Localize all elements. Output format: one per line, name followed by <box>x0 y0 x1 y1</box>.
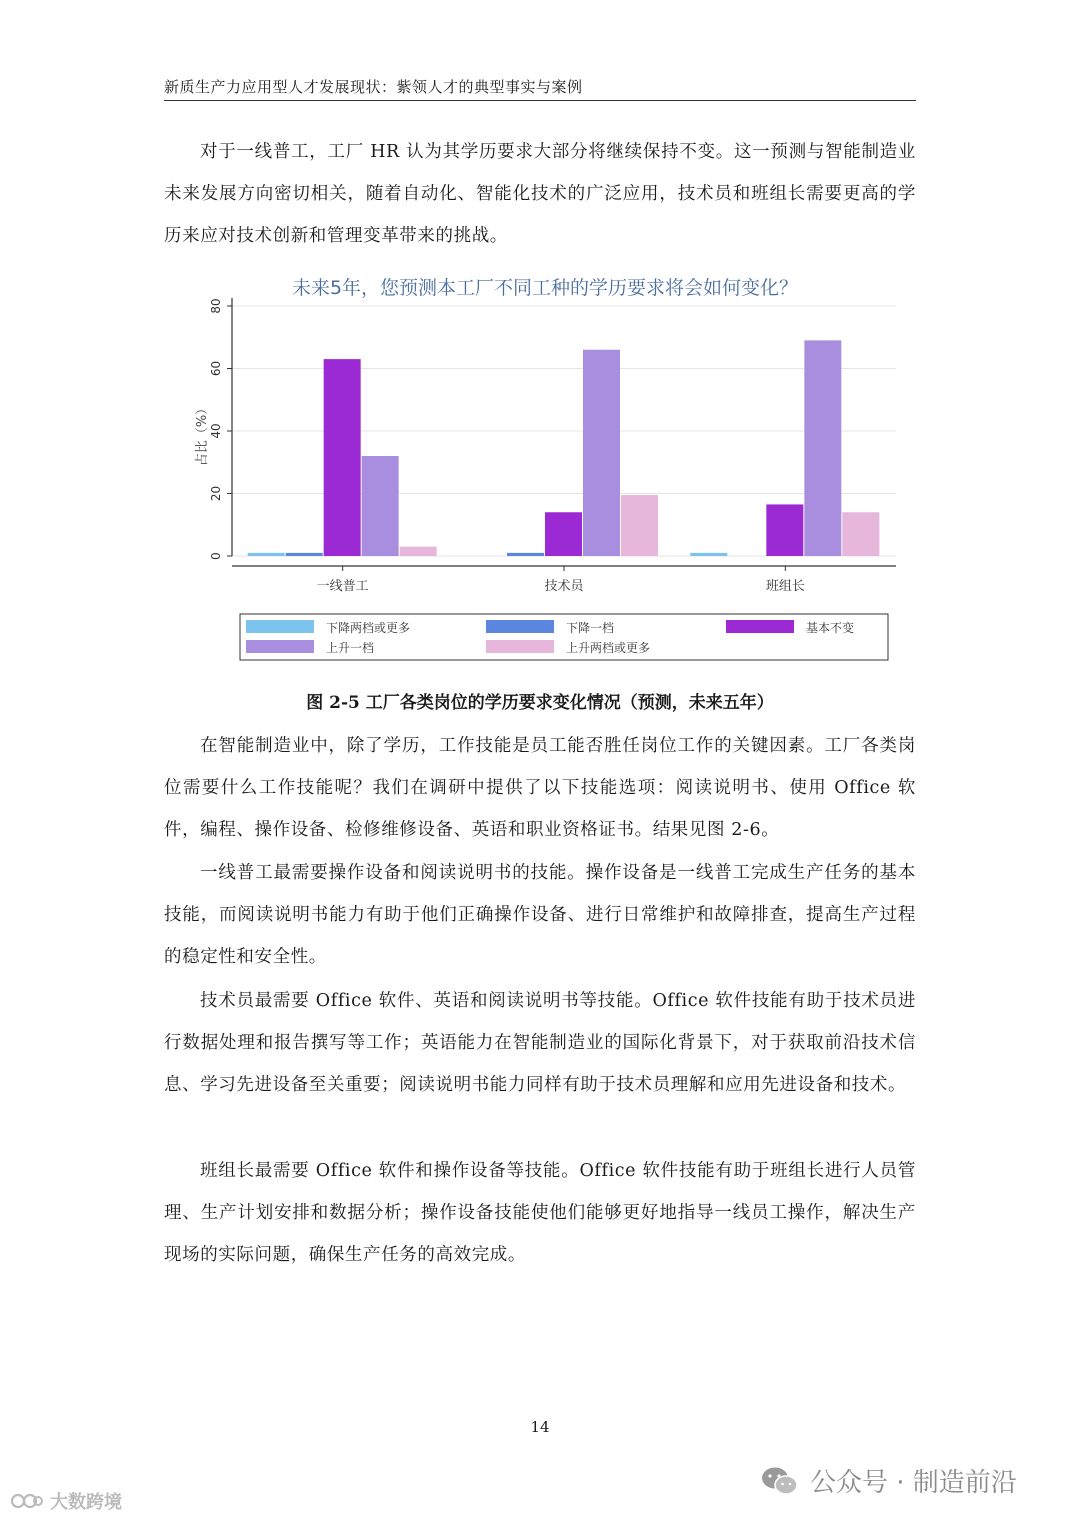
bar-1-3 <box>583 350 620 556</box>
bar-0-2 <box>324 359 361 556</box>
legend-swatch-2 <box>726 620 794 633</box>
legend-swatch-4 <box>486 640 554 653</box>
bar-2-3 <box>804 340 841 556</box>
paragraph-4: 技术员最需要 Office 软件、英语和阅读说明书等技能。Office 软件技能有助于技术员进行数据处理和报告撰写等工作；英语能力在智能制造业的国际化背景下，对于获取前沿技术信息、学习先进设备至关重要；阅读说明书能力同样有助于技术员理解和应用先进设备和技术。 <box>164 991 916 1095</box>
x-tick-label: 一线普工 <box>316 579 369 594</box>
legend-label-0: 下降两档或更多 <box>326 621 411 635</box>
y-tick-label: 0 <box>209 552 223 560</box>
chart-bars <box>248 340 880 556</box>
bar-0-1 <box>286 553 323 556</box>
watermark-right-text: 公众号 · 制造前沿 <box>810 1468 1017 1498</box>
paragraph-1: 对于一线普工，工厂 HR 认为其学历要求大部分将继续保持不变。这一预测与智能制造业未来发展方向密切相关，随着自动化、智能化技术的广泛应用，技术员和班组长需要更高的学历来应对技术创新和管理变革带来的挑战。 <box>164 142 916 246</box>
watermark-left-text: 大数跨境 <box>50 1492 122 1513</box>
y-tick-label: 20 <box>209 485 223 502</box>
y-axis-label: 占比（%） <box>195 401 210 467</box>
bar-0-0 <box>248 553 285 556</box>
bar-0-3 <box>362 456 399 556</box>
paragraph-5: 班组长最需要 Office 软件和操作设备等技能。Office 软件技能有助于班组长进行人员管理、生产计划安排和数据分析；操作设备技能使他们能够更好地指导一线员工操作，解决生产现场的实际问题，确保生产任务的高效完成。 <box>164 1161 916 1265</box>
chart-legend <box>240 614 888 660</box>
figure-caption: 图 2-5 工厂各类岗位的学历要求变化情况（预测，未来五年） <box>306 693 774 713</box>
bar-1-1 <box>507 553 544 556</box>
paragraph-2: 在智能制造业中，除了学历，工作技能是员工能否胜任岗位工作的关键因素。工厂各类岗位需要什么工作技能呢？我们在调研中提供了以下技能选项：阅读说明书、使用 Office 软件，编程、操作设备、检修维修设备、英语和职业资格证书。结果见图 2-6。 <box>164 736 916 840</box>
bar-2-0 <box>690 553 727 556</box>
wechat-icon <box>760 1465 800 1497</box>
legend-swatch-3 <box>246 640 314 653</box>
legend-label-3: 上升一档 <box>326 641 375 655</box>
y-tick-label: 80 <box>209 298 223 314</box>
bar-1-4 <box>621 495 658 556</box>
bar-1-2 <box>545 512 582 556</box>
legend-label-4: 上升两档或更多 <box>566 641 651 655</box>
y-tick-label: 60 <box>209 360 223 377</box>
chart-title: 未来5年，您预测本工厂不同工种的学历要求将会如何变化？ <box>291 277 799 299</box>
education-change-chart <box>188 264 902 676</box>
x-tick-label: 技术员 <box>544 579 584 594</box>
running-header: 新质生产力应用型人才发展现状：紫领人才的典型事实与案例 <box>164 76 916 101</box>
y-tick-label: 40 <box>209 423 223 439</box>
legend-label-1: 下降一档 <box>566 621 615 635</box>
x-tick-label: 班组长 <box>765 579 805 594</box>
page-number: 14 <box>530 1418 550 1436</box>
legend-swatch-0 <box>246 620 314 633</box>
watermark-left <box>10 1488 122 1514</box>
legend-label-2: 基本不变 <box>806 621 855 635</box>
paragraph-3: 一线普工最需要操作设备和阅读说明书的技能。操作设备是一线普工完成生产任务的基本技能，而阅读说明书能力有助于他们正确操作设备、进行日常维护和故障排查，提高生产过程的稳定性和安全性。 <box>164 863 916 967</box>
bar-0-4 <box>400 547 437 556</box>
bar-2-4 <box>842 512 879 556</box>
legend-swatch-1 <box>486 620 554 633</box>
bar-2-2 <box>766 504 803 556</box>
brand-logo-icon <box>10 1492 44 1510</box>
watermark-right <box>760 1462 1017 1499</box>
